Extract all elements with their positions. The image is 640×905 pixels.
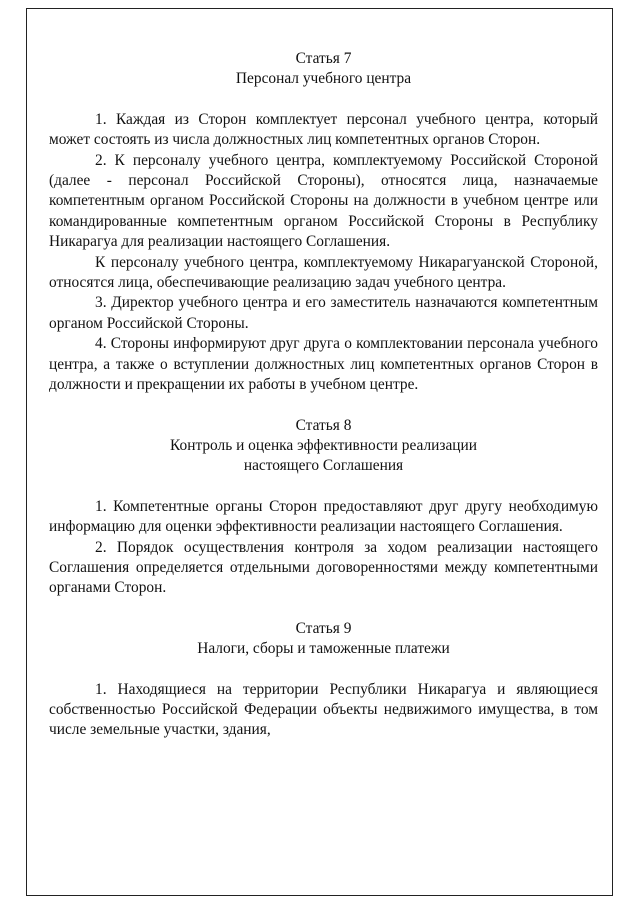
article-number: Статья 9: [295, 619, 352, 637]
document-content: [49, 49, 598, 761]
article-heading: [49, 49, 598, 90]
paragraph: 2. К персоналу учебного центра, комплектуемому Российской Стороной (далее - персонал Российской Стороны), относятся лица, назначаемые компетентным органом Российской Стороны на должности в учебном центре или командированные компетентным органом Российской Стороны в Республику Никарагуа для реализации настоящего Соглашения.: [49, 151, 598, 251]
article-number: Статья 7: [295, 50, 352, 67]
paragraph: 2. Порядок осуществления контроля за ходом реализации настоящего Соглашения определяется отдельными договоренностями между компетентными органами Сторон.: [49, 538, 598, 597]
article-heading: [49, 619, 598, 660]
paragraph: 4. Стороны информируют друг друга о комплектовании персонала учебного центра, а также о вступлении должностных лиц компетентных органов Сторон в должности и прекращении их работы в учебном центре.: [49, 335, 598, 394]
article-title: Персонал учебного центра: [235, 70, 412, 88]
article-7: [49, 49, 598, 396]
paragraph: 1. Каждая из Сторон комплектует персонал учебного центра, который может состоять из числа должностных лиц компетентных органов Сторон.: [49, 110, 598, 149]
article-number: Статья 8: [295, 416, 352, 434]
article-title: Контроль и оценка эффективности реализации: [170, 436, 477, 454]
document-page: [26, 8, 613, 896]
article-9: [49, 619, 598, 741]
paragraph: 1. Находящиеся на территории Республики Никарагуа и являющиеся собственностью Российской Федерации объекты недвижимого имущества, в том числе земельные участки, здания,: [49, 680, 598, 739]
paragraph: 3. Директор учебного центра и его заместитель назначаются компетентным органом Российской Стороны.: [49, 294, 598, 332]
article-8: [49, 416, 598, 599]
paragraph: К персоналу учебного центра, комплектуемому Никарагуанской Стороной, относятся лица, обеспечивающие реализацию задач учебного центра.: [49, 253, 598, 292]
article-heading: [49, 416, 598, 477]
article-title: Налоги, сборы и таможенные платежи: [197, 640, 450, 658]
article-title: настоящего Соглашения: [243, 457, 404, 475]
paragraph: 1. Компетентные органы Сторон предоставляют друг другу необходимую информацию для оценки эффективности реализации настоящего Соглашения.: [49, 497, 598, 536]
